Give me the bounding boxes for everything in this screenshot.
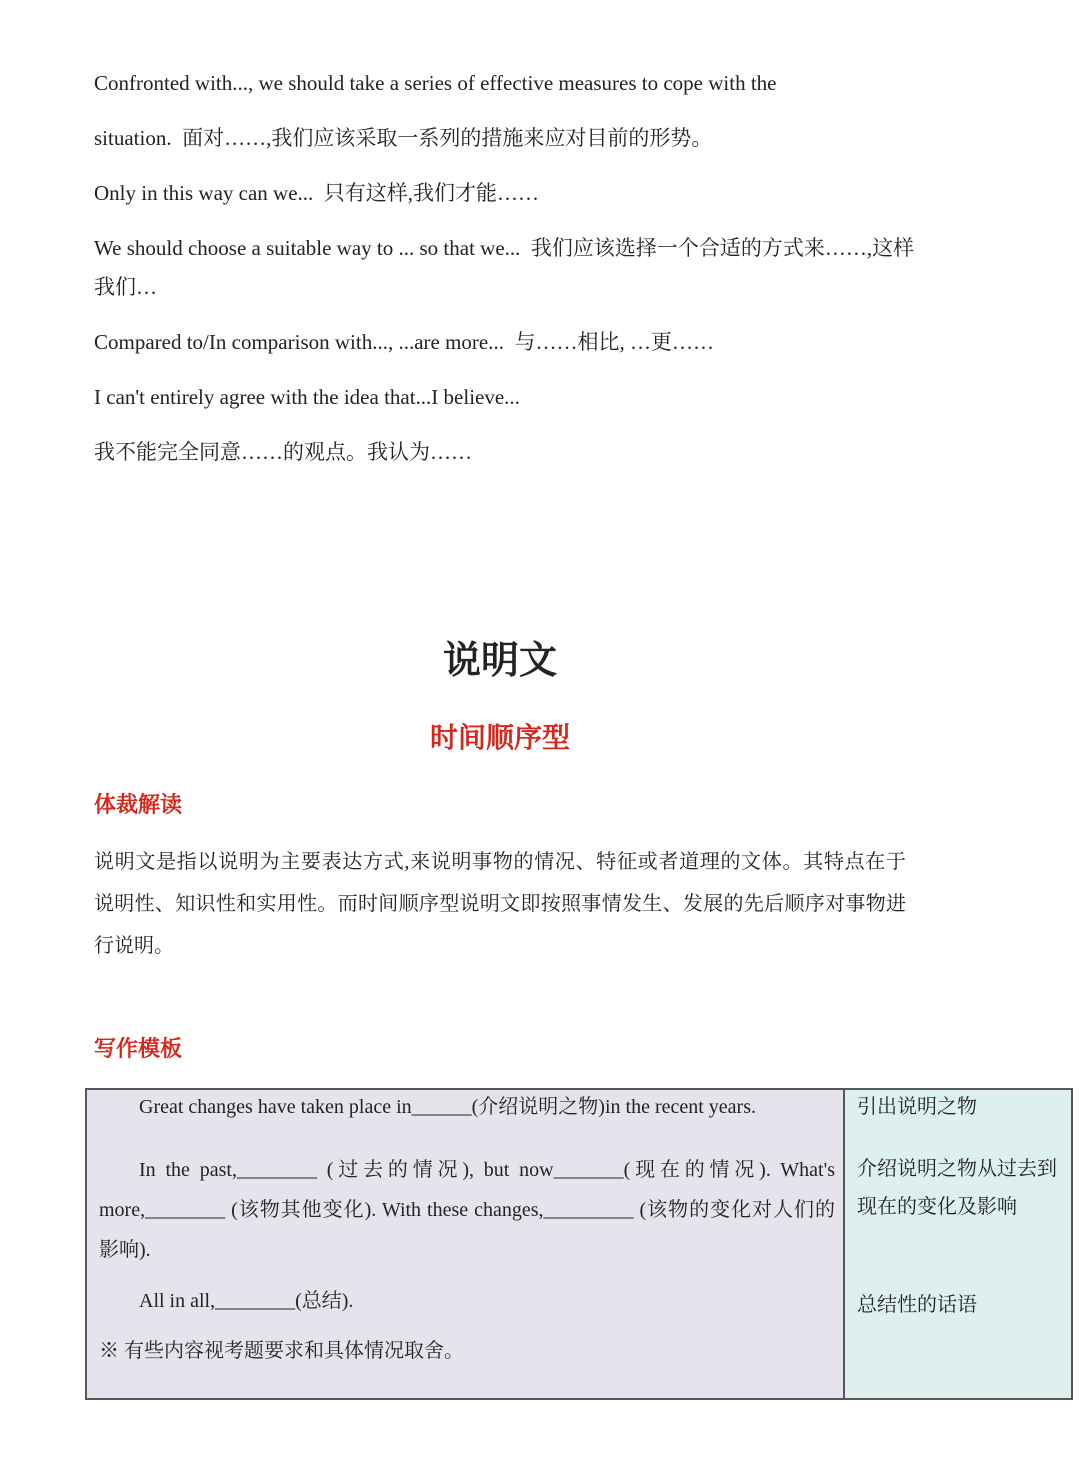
template-cell-sentences	[87, 1090, 845, 1398]
sentence-pattern-line: I can't entirely agree with the idea that...I believe...	[94, 385, 520, 409]
genre-paragraph-line: 说明文是指以说明为主要表达方式,来说明事物的情况、特征或者道理的文体。其特点在于	[94, 851, 906, 873]
annotation-introduce-subject: 引出说明之物	[857, 1096, 977, 1118]
template-cell-annotations	[845, 1090, 1071, 1398]
genre-paragraph	[94, 841, 906, 967]
template-note: ※ 有些内容视考题要求和具体情况取舍。	[99, 1340, 464, 1362]
genre-section-heading: 体裁解读	[94, 792, 183, 817]
template-body-line: more,________ (该物其他变化). With these changes,_________ (该物的变化对人们的	[99, 1199, 835, 1221]
sentence-pattern-line: Only in this way can we... 只有这样,我们才能……	[94, 181, 540, 205]
annotation-changes-influence: 介绍说明之物从过去到现在的变化及影响	[857, 1158, 1057, 1218]
doc-title: 说明文	[442, 640, 557, 682]
genre-paragraph-line: 行说明。	[94, 935, 174, 957]
template-table	[85, 1088, 1073, 1400]
sentence-pattern-line: 我们…	[94, 275, 157, 299]
sentence-pattern-line: We should choose a suitable way to ... so that we... 我们应该选择一个合适的方式来……,这样	[94, 236, 915, 260]
annotation-summary: 总结性的话语	[857, 1294, 977, 1316]
sentence-pattern-line: situation. 面对……,我们应该采取一系列的措施来应对目前的形势。	[94, 126, 713, 150]
template-body-line: In the past,________ (过去的情况), but now_______(现在的情况). What's	[139, 1159, 835, 1181]
genre-paragraph-line: 说明性、知识性和实用性。而时间顺序型说明文即按照事情发生、发展的先后顺序对事物进	[94, 893, 906, 915]
template-closing-sentence: All in all,________(总结).	[139, 1290, 354, 1312]
template-section-heading: 写作模板	[94, 1036, 183, 1061]
template-opening-sentence: Great changes have taken place in______(介绍说明之物)in the recent years.	[139, 1096, 756, 1118]
sentence-pattern-list	[94, 72, 994, 496]
doc-subtitle: 时间顺序型	[429, 723, 570, 754]
sentence-pattern-line: 我不能完全同意……的观点。我认为……	[94, 440, 472, 464]
template-body-line: 影响).	[99, 1239, 151, 1261]
sentence-pattern-line: Compared to/In comparison with..., ...are more... 与……相比, …更……	[94, 330, 714, 354]
sentence-pattern-line: Confronted with..., we should take a series of effective measures to cope with the	[94, 71, 777, 95]
